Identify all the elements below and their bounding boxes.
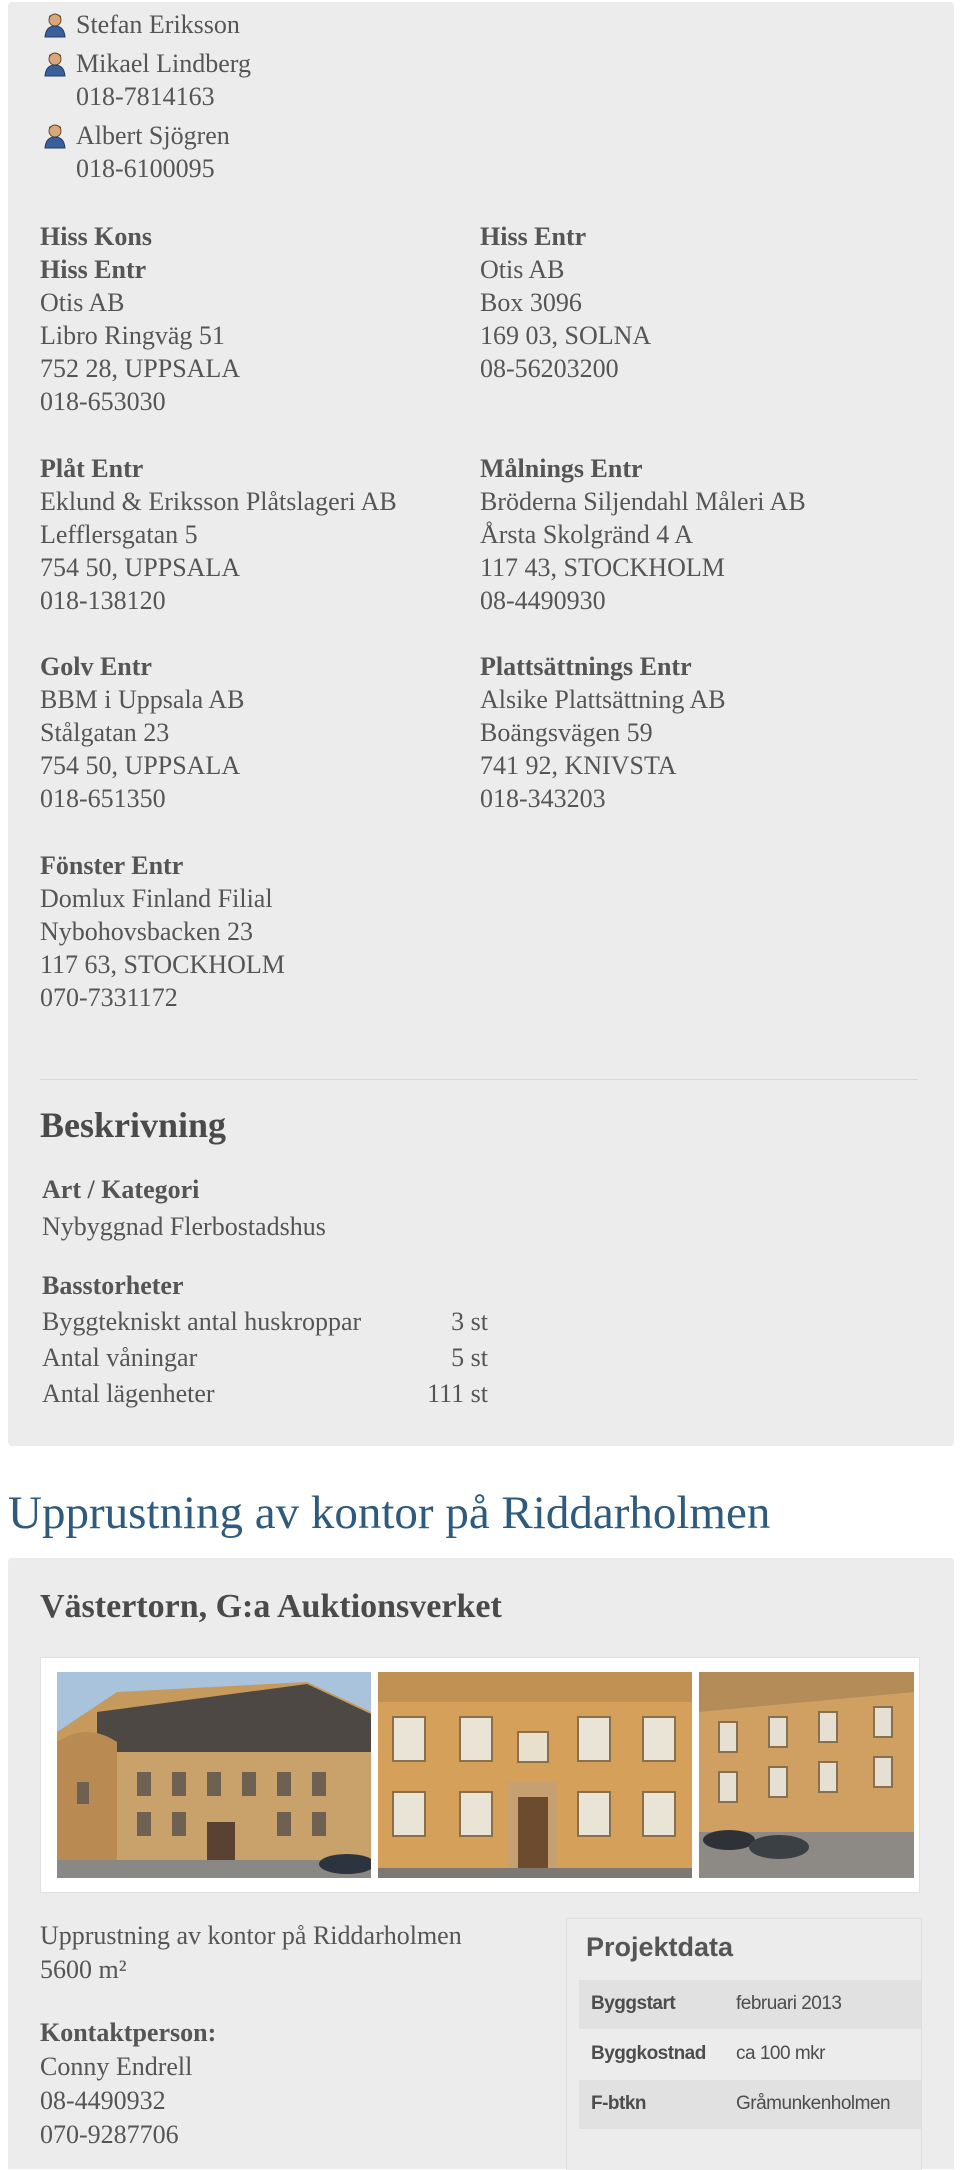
contact-name: Stefan Eriksson (76, 10, 240, 39)
projektdata-title: Projektdata (586, 1932, 734, 1962)
row-label: Antal våningar (42, 1343, 198, 1372)
projektdata-row (579, 2030, 921, 2079)
row-label: Byggtekniskt antal huskroppar (42, 1307, 362, 1336)
block-city: 752 28, UPPSALA (40, 354, 241, 383)
block-hiss-kons (40, 220, 240, 418)
contact-item (40, 8, 240, 41)
contact-item (40, 47, 251, 113)
block-heading: Målnings Entr (480, 454, 643, 483)
block-city: 754 50, UPPSALA (40, 553, 241, 582)
building-photo[interactable] (699, 1672, 914, 1878)
contact-phone: 018-6100095 (76, 154, 215, 183)
block-heading: Hiss Entr (480, 222, 587, 251)
contact-label: Kontaktperson: (40, 2018, 217, 2047)
block-city: 117 63, STOCKHOLM (40, 950, 285, 979)
beskrivning-title: Beskrivning (40, 1105, 227, 1145)
person-icon (44, 51, 66, 77)
block-phone: 018-138120 (40, 586, 166, 615)
projektdata-key: Byggstart (591, 1993, 676, 2014)
row-value: 111 st (427, 1379, 488, 1408)
block-city: 754 50, UPPSALA (40, 751, 241, 780)
row-label: Antal lägenheter (42, 1379, 215, 1408)
block-heading: Golv Entr (40, 652, 152, 681)
projektdata-key: F-btkn (591, 2093, 647, 2114)
block-heading: Hiss Kons (40, 222, 152, 251)
block-city: 741 92, KNIVSTA (480, 751, 677, 780)
block-company: Otis AB (40, 288, 125, 317)
art-label: Art / Kategori (42, 1175, 200, 1204)
block-heading: Plåt Entr (40, 454, 144, 483)
block-phone: 08-56203200 (480, 354, 619, 383)
block-heading: Fönster Entr (40, 851, 184, 880)
contact-person-phone: 08-4490932 (40, 2086, 166, 2115)
block-address: Nybohovsbacken 23 (40, 917, 254, 946)
basstorheter-label: Basstorheter (42, 1271, 184, 1300)
block-address: Boängsvägen 59 (480, 718, 653, 747)
block-company: BBM i Uppsala AB (40, 685, 245, 714)
block-phone: 018-651350 (40, 784, 166, 813)
row-value: 3 st (451, 1307, 488, 1336)
block-company: Bröderna Siljendahl Måleri AB (480, 487, 806, 516)
block-address: Årsta Skolgränd 4 A (480, 520, 694, 549)
contact-phone: 018-7814163 (76, 82, 215, 111)
block-phone: 018-343203 (480, 784, 606, 813)
project-location: Västertorn, G:a Auktionsverket (40, 1588, 502, 1625)
block-company: Alsike Plattsättning AB (480, 685, 726, 714)
projektdata-value: februari 2013 (736, 1993, 842, 2014)
building-photo[interactable] (57, 1672, 371, 1878)
person-icon (44, 12, 66, 38)
building-photo[interactable] (378, 1672, 692, 1878)
project-title[interactable]: Upprustning av kontor på Riddarholmen (8, 1487, 771, 1539)
block-company: Domlux Finland Filial (40, 884, 273, 913)
block-plat-entr (40, 452, 397, 617)
projektdata-row (579, 2080, 921, 2129)
block-platts-entr (480, 650, 726, 815)
contact-person-name: Conny Endrell (40, 2052, 193, 2081)
block-address: Stålgatan 23 (40, 718, 170, 747)
projektdata-value: ca 100 mkr (736, 2043, 825, 2064)
section-divider (40, 1079, 918, 1080)
person-icon (44, 123, 66, 149)
contact-name: Mikael Lindberg (76, 49, 251, 78)
block-hiss-entr (480, 220, 651, 385)
block-phone: 018-653030 (40, 387, 166, 416)
block-address: Libro Ringväg 51 (40, 321, 225, 350)
contact-item (40, 119, 230, 185)
contact-person-mobile: 070-9287706 (40, 2120, 179, 2149)
projektdata-key: Byggkostnad (591, 2043, 706, 2064)
block-city: 169 03, SOLNA (480, 321, 652, 350)
block-malnings-entr (480, 452, 806, 617)
block-heading: Hiss Entr (40, 255, 147, 284)
row-value: 5 st (451, 1343, 488, 1372)
block-company: Otis AB (480, 255, 565, 284)
art-value: Nybyggnad Flerbostadshus (42, 1212, 326, 1241)
block-fonster-entr (40, 849, 285, 1014)
block-golv-entr (40, 650, 244, 815)
project-description: Upprustning av kontor på Riddarholmen (40, 1921, 462, 1950)
contact-name: Albert Sjögren (76, 121, 230, 150)
block-phone: 070-7331172 (40, 983, 178, 1012)
block-heading: Plattsättnings Entr (480, 652, 692, 681)
block-phone: 08-4490930 (480, 586, 606, 615)
block-address: Lefflersgatan 5 (40, 520, 198, 549)
block-address: Box 3096 (480, 288, 582, 317)
block-city: 117 43, STOCKHOLM (480, 553, 725, 582)
projektdata-value: Gråmunkenholmen (736, 2093, 891, 2114)
block-company: Eklund & Eriksson Plåtslageri AB (40, 487, 397, 516)
projektdata-row (579, 1980, 921, 2029)
project-area: 5600 m² (40, 1955, 127, 1984)
